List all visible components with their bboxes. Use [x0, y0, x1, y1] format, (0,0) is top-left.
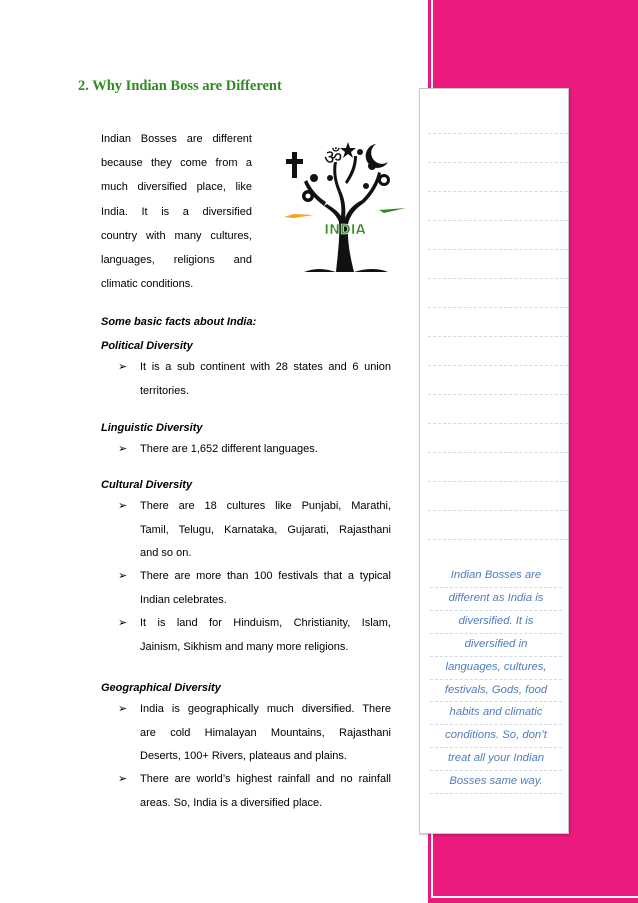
panel-rule: [428, 394, 568, 395]
side-quote: [430, 565, 562, 794]
bullet-text: [140, 565, 391, 612]
bullet-item: [118, 698, 391, 769]
side-quote-line: different as India is: [430, 588, 562, 611]
bullet-line: Deserts, 100+ Rivers, plateaus and plains.: [140, 750, 347, 763]
arrow-bullet-icon: ➢: [118, 773, 128, 785]
side-quote-line: habits and climatic: [430, 702, 562, 725]
arrow-bullet-icon: ➢: [118, 703, 128, 715]
intro-paragraph: [101, 127, 252, 296]
intro-line: India. It is a diversified: [101, 205, 252, 218]
panel-rule: [428, 423, 568, 424]
panel-rule: [428, 481, 568, 482]
panel-rule: [428, 249, 568, 250]
side-quote-panel: [419, 88, 569, 834]
intro-line: Indian Bosses are different: [101, 133, 252, 145]
facts-title: Some basic facts about India:: [101, 316, 257, 328]
panel-rule: [428, 307, 568, 308]
india-religions-tree-icon: [284, 122, 406, 272]
arrow-bullet-icon: ➢: [118, 361, 128, 373]
logo-text: INDIA: [324, 223, 366, 238]
arrow-bullet-icon: ➢: [118, 570, 128, 582]
subsection-title: Political Diversity: [101, 340, 193, 352]
subsection-title: Geographical Diversity: [101, 682, 221, 694]
panel-rule: [428, 336, 568, 337]
arrow-bullet-icon: ➢: [118, 617, 128, 629]
intro-line: climatic conditions.: [101, 278, 194, 291]
bullet-item: [118, 495, 391, 566]
arrow-bullet-icon: ➢: [118, 443, 128, 455]
panel-rule: [428, 191, 568, 192]
panel-rule: [428, 365, 568, 366]
panel-rule: [428, 278, 568, 279]
side-quote-line: diversified in: [430, 634, 562, 657]
panel-rule: [428, 452, 568, 453]
bullet-text: [140, 768, 391, 815]
side-quote-line: diversified. It is: [430, 611, 562, 634]
bullet-line: Tamil, Telugu, Karnataka, Gujarati, Rajasthani: [140, 523, 391, 536]
bullet-item: [118, 768, 391, 815]
side-quote-line: Bosses same way.: [430, 771, 562, 794]
panel-rule: [428, 510, 568, 511]
bullet-text: [140, 698, 391, 769]
bullet-line: areas. So, India is a diversified place.: [140, 796, 323, 809]
bullet-line: There are 18 cultures like Punjabi, Marathi,: [140, 500, 391, 512]
bullet-line: It is land for Hinduism, Christianity, Islam,: [140, 617, 391, 629]
bullet-line: Jainism, Sikhism and many more religions.: [140, 640, 349, 653]
bullet-item: [118, 565, 391, 612]
side-quote-line: treat all your Indian: [430, 748, 562, 771]
subsection-title: Linguistic Diversity: [101, 422, 203, 434]
intro-line: languages, religions and: [101, 254, 252, 267]
panel-rule: [428, 220, 568, 221]
side-quote-line: languages, cultures,: [430, 657, 562, 680]
panel-rule: [428, 133, 568, 134]
bullet-text: [140, 438, 391, 462]
bullet-line: There are more than 100 festivals that a typical: [140, 570, 391, 582]
bullet-line: It is a sub continent with 28 states and 6 union: [140, 361, 391, 373]
intro-line: much diversified place, like: [101, 181, 252, 194]
side-quote-line: conditions. So, don’t: [430, 725, 562, 748]
bullet-text: [140, 495, 391, 566]
side-quote-line: festivals, Gods, food: [430, 680, 562, 703]
bullet-line: There are world’s highest rainfall and no rainfall: [140, 773, 391, 785]
intro-line: country with many cultures,: [101, 229, 252, 242]
arrow-bullet-icon: ➢: [118, 500, 128, 512]
subsection-title: Cultural Diversity: [101, 479, 193, 491]
bullet-item: [118, 438, 391, 462]
bullet-line: Indian celebrates.: [140, 593, 227, 606]
bullet-line: territories.: [140, 384, 189, 397]
panel-rule: [428, 162, 568, 163]
bullet-text: [140, 356, 391, 403]
bullet-item: [118, 612, 391, 659]
bullet-text: [140, 612, 391, 659]
intro-line: because they come from a: [101, 157, 252, 170]
section-heading: 2. Why Indian Boss are Different: [78, 78, 282, 94]
bullet-line: and so on.: [140, 547, 192, 560]
side-quote-line: Indian Bosses are: [430, 565, 562, 588]
bullet-line: India is geographically much diversified. There: [140, 703, 391, 715]
bullet-line: There are 1,652 different languages.: [140, 443, 318, 455]
bullet-item: [118, 356, 391, 403]
panel-rule: [428, 539, 568, 540]
bullet-line: are cold Himalayan Mountains, Rajasthani: [140, 726, 391, 739]
svg-text:ॐ: ॐ: [324, 145, 343, 169]
